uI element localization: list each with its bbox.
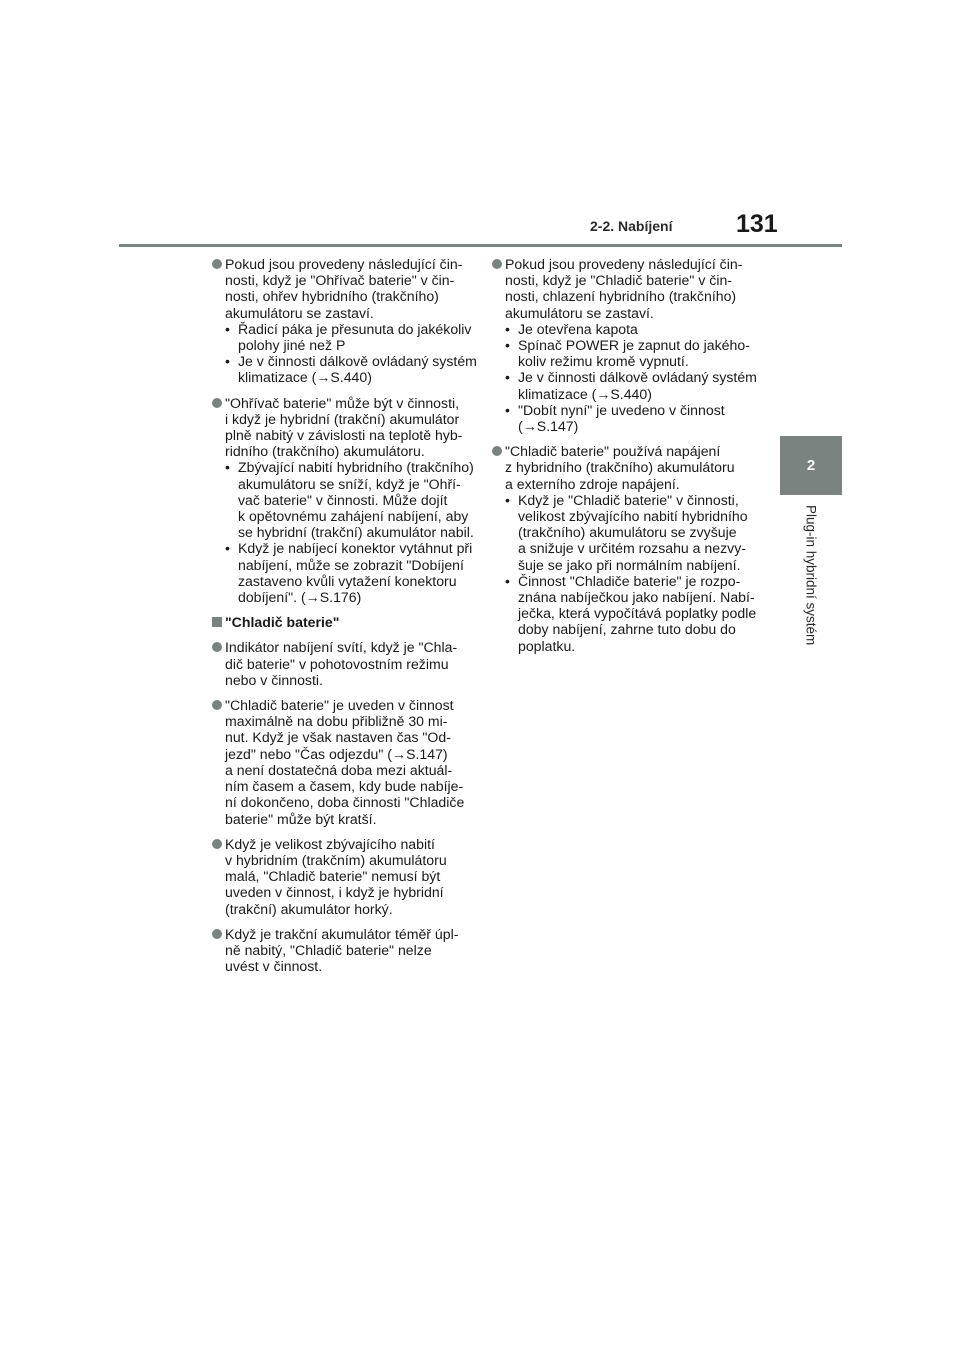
chapter-side-label-text: Plug-in hybridní systém [803, 505, 819, 646]
sub-list-item [492, 492, 760, 573]
bullet-text: Pokud jsou provedeny následující čin- nosti, když je "Ohřívač baterie" v čin- nosti, ohřev hybridního (trakčního) akumulátoru se zastaví. [225, 256, 463, 321]
circle-bullet-icon [212, 259, 222, 269]
small-bullet-icon: • [505, 369, 510, 386]
left-column [212, 256, 478, 983]
small-bullet-icon: • [505, 491, 510, 508]
bullet-paragraph [212, 639, 478, 688]
bullet-text: "Chladič baterie" používá napájení z hybridního (trakčního) akumulátoru a externího zdroje napájení. [505, 443, 735, 492]
sub-list-item [212, 540, 478, 605]
header-divider [119, 244, 842, 247]
sub-list-item-text: Je v činnosti dálkově ovládaný systém klimatizace (→S.440) [518, 369, 757, 402]
bullet-text: Když je trakční akumulátor téměř úpl- ně nabitý, "Chladič baterie" nelze uvést v činnost. [225, 925, 459, 975]
sub-list-item [492, 402, 760, 434]
circle-bullet-icon [212, 398, 222, 408]
subsection-heading [212, 614, 478, 630]
bullet-paragraph [212, 926, 478, 975]
section-title: 2-2. Nabíjení [590, 218, 673, 234]
sub-list-item-text: Když je "Chladič baterie" v činnosti, velikost zbývajícího nabití hybridního (trakčního) akumulátoru se zvyšuje a snižuje v určitém rozsahu a nezvy- šuje se jako při normálním nabíjení. [518, 491, 748, 573]
page-number: 131 [736, 210, 778, 238]
bullet-text: Když je velikost zbývajícího nabití v hybridním (trakčním) akumulátoru malá, "Chladič baterie" nemusí být uveden v činnost, i když je hybridní (trakční) akumulátor horký. [225, 835, 447, 917]
small-bullet-icon: • [225, 540, 230, 557]
small-bullet-icon: • [225, 320, 230, 337]
small-bullet-icon: • [225, 459, 230, 476]
right-column [492, 256, 760, 663]
small-bullet-icon: • [505, 401, 510, 418]
circle-bullet-icon [212, 700, 222, 710]
square-marker-icon [212, 617, 222, 627]
chapter-tab: 2 [780, 436, 842, 495]
sub-list-item [212, 353, 478, 385]
subsection-heading-text: "Chladič baterie" [225, 614, 340, 631]
circle-bullet-icon [212, 839, 222, 849]
bullet-paragraph [212, 836, 478, 917]
small-bullet-icon: • [505, 572, 510, 589]
sub-list-item-text: Činnost "Chladiče baterie" je rozpo- znána nabíječkou jako nabíjení. Nabí- ječka, která vypočítává poplatky podle doby nabíjení, zahrne tuto dobu do poplatku. [518, 572, 757, 654]
bullet-paragraph [212, 256, 478, 386]
bullet-paragraph [212, 395, 478, 606]
sub-list-item-text: Zbývající nabití hybridního (trakčního) akumulátoru se sníží, když je "Ohří- vač baterie" v činnosti. Může dojít k opětovnému zahájení nabíjení, aby se hybridní (trakční) akumulátor nabil. [238, 459, 474, 541]
sub-list-item [492, 369, 760, 401]
bullet-text: Pokud jsou provedeny následující čin- nosti, když je "Chladič baterie" v čin- nosti, chlazení hybridního (trakčního) akumulátoru se zastaví. [505, 256, 743, 321]
bullet-paragraph [492, 443, 760, 654]
circle-bullet-icon [212, 929, 222, 939]
sub-list-item-text: Spínač POWER je zapnut do jakého- koliv režimu kromě vypnutí. [518, 337, 750, 370]
bullet-text: "Chladič baterie" je uveden v činnost maximálně na dobu přibližně 30 mi- nut. Když je však nastaven čas "Od- jezd" nebo "Čas odjezdu" (→S.147) a není dostatečná doba mezi aktuál- ním časem a časem, kdy bude nabíje- ní dokončeno, doba činnosti "Chladiče baterie" může být kratší. [225, 697, 465, 827]
sub-list-item-text: Řadicí páka je přesunuta do jakékoliv polohy jiné než P [238, 320, 472, 354]
sub-list-item-text: Je otevřena kapota [518, 320, 638, 337]
chapter-side-label [780, 505, 842, 675]
sub-list-item [492, 573, 760, 654]
circle-bullet-icon [492, 259, 502, 269]
bullet-paragraph [492, 256, 760, 434]
circle-bullet-icon [212, 642, 222, 652]
small-bullet-icon: • [505, 320, 510, 337]
bullet-text: Indikátor nabíjení svítí, když je "Chla- dič baterie" v pohotovostním režimu nebo v činnosti. [225, 639, 458, 688]
bullet-paragraph [212, 697, 478, 827]
sub-list-item [212, 321, 478, 353]
small-bullet-icon: • [225, 353, 230, 370]
small-bullet-icon: • [505, 337, 510, 354]
sub-list-item-text: Když je nabíjecí konektor vytáhnut při nabíjení, může se zobrazit "Dobíjení zastaveno kvůli vytažení konektoru dobíjení". (→S.176) [238, 540, 473, 606]
sub-list-item-text: "Dobít nyní" je uvedeno v činnost (→S.147) [518, 401, 725, 435]
sub-list-item [492, 321, 760, 337]
sub-list-item-text: Je v činnosti dálkově ovládaný systém klimatizace (→S.440) [238, 353, 477, 386]
bullet-text: "Ohřívač baterie" může být v činnosti, i když je hybridní (trakční) akumulátor plně nabitý v závislosti na teplotě hyb- ridního (trakčního) akumulátoru. [225, 394, 463, 460]
sub-list-item [212, 459, 478, 540]
sub-list-item [492, 337, 760, 369]
